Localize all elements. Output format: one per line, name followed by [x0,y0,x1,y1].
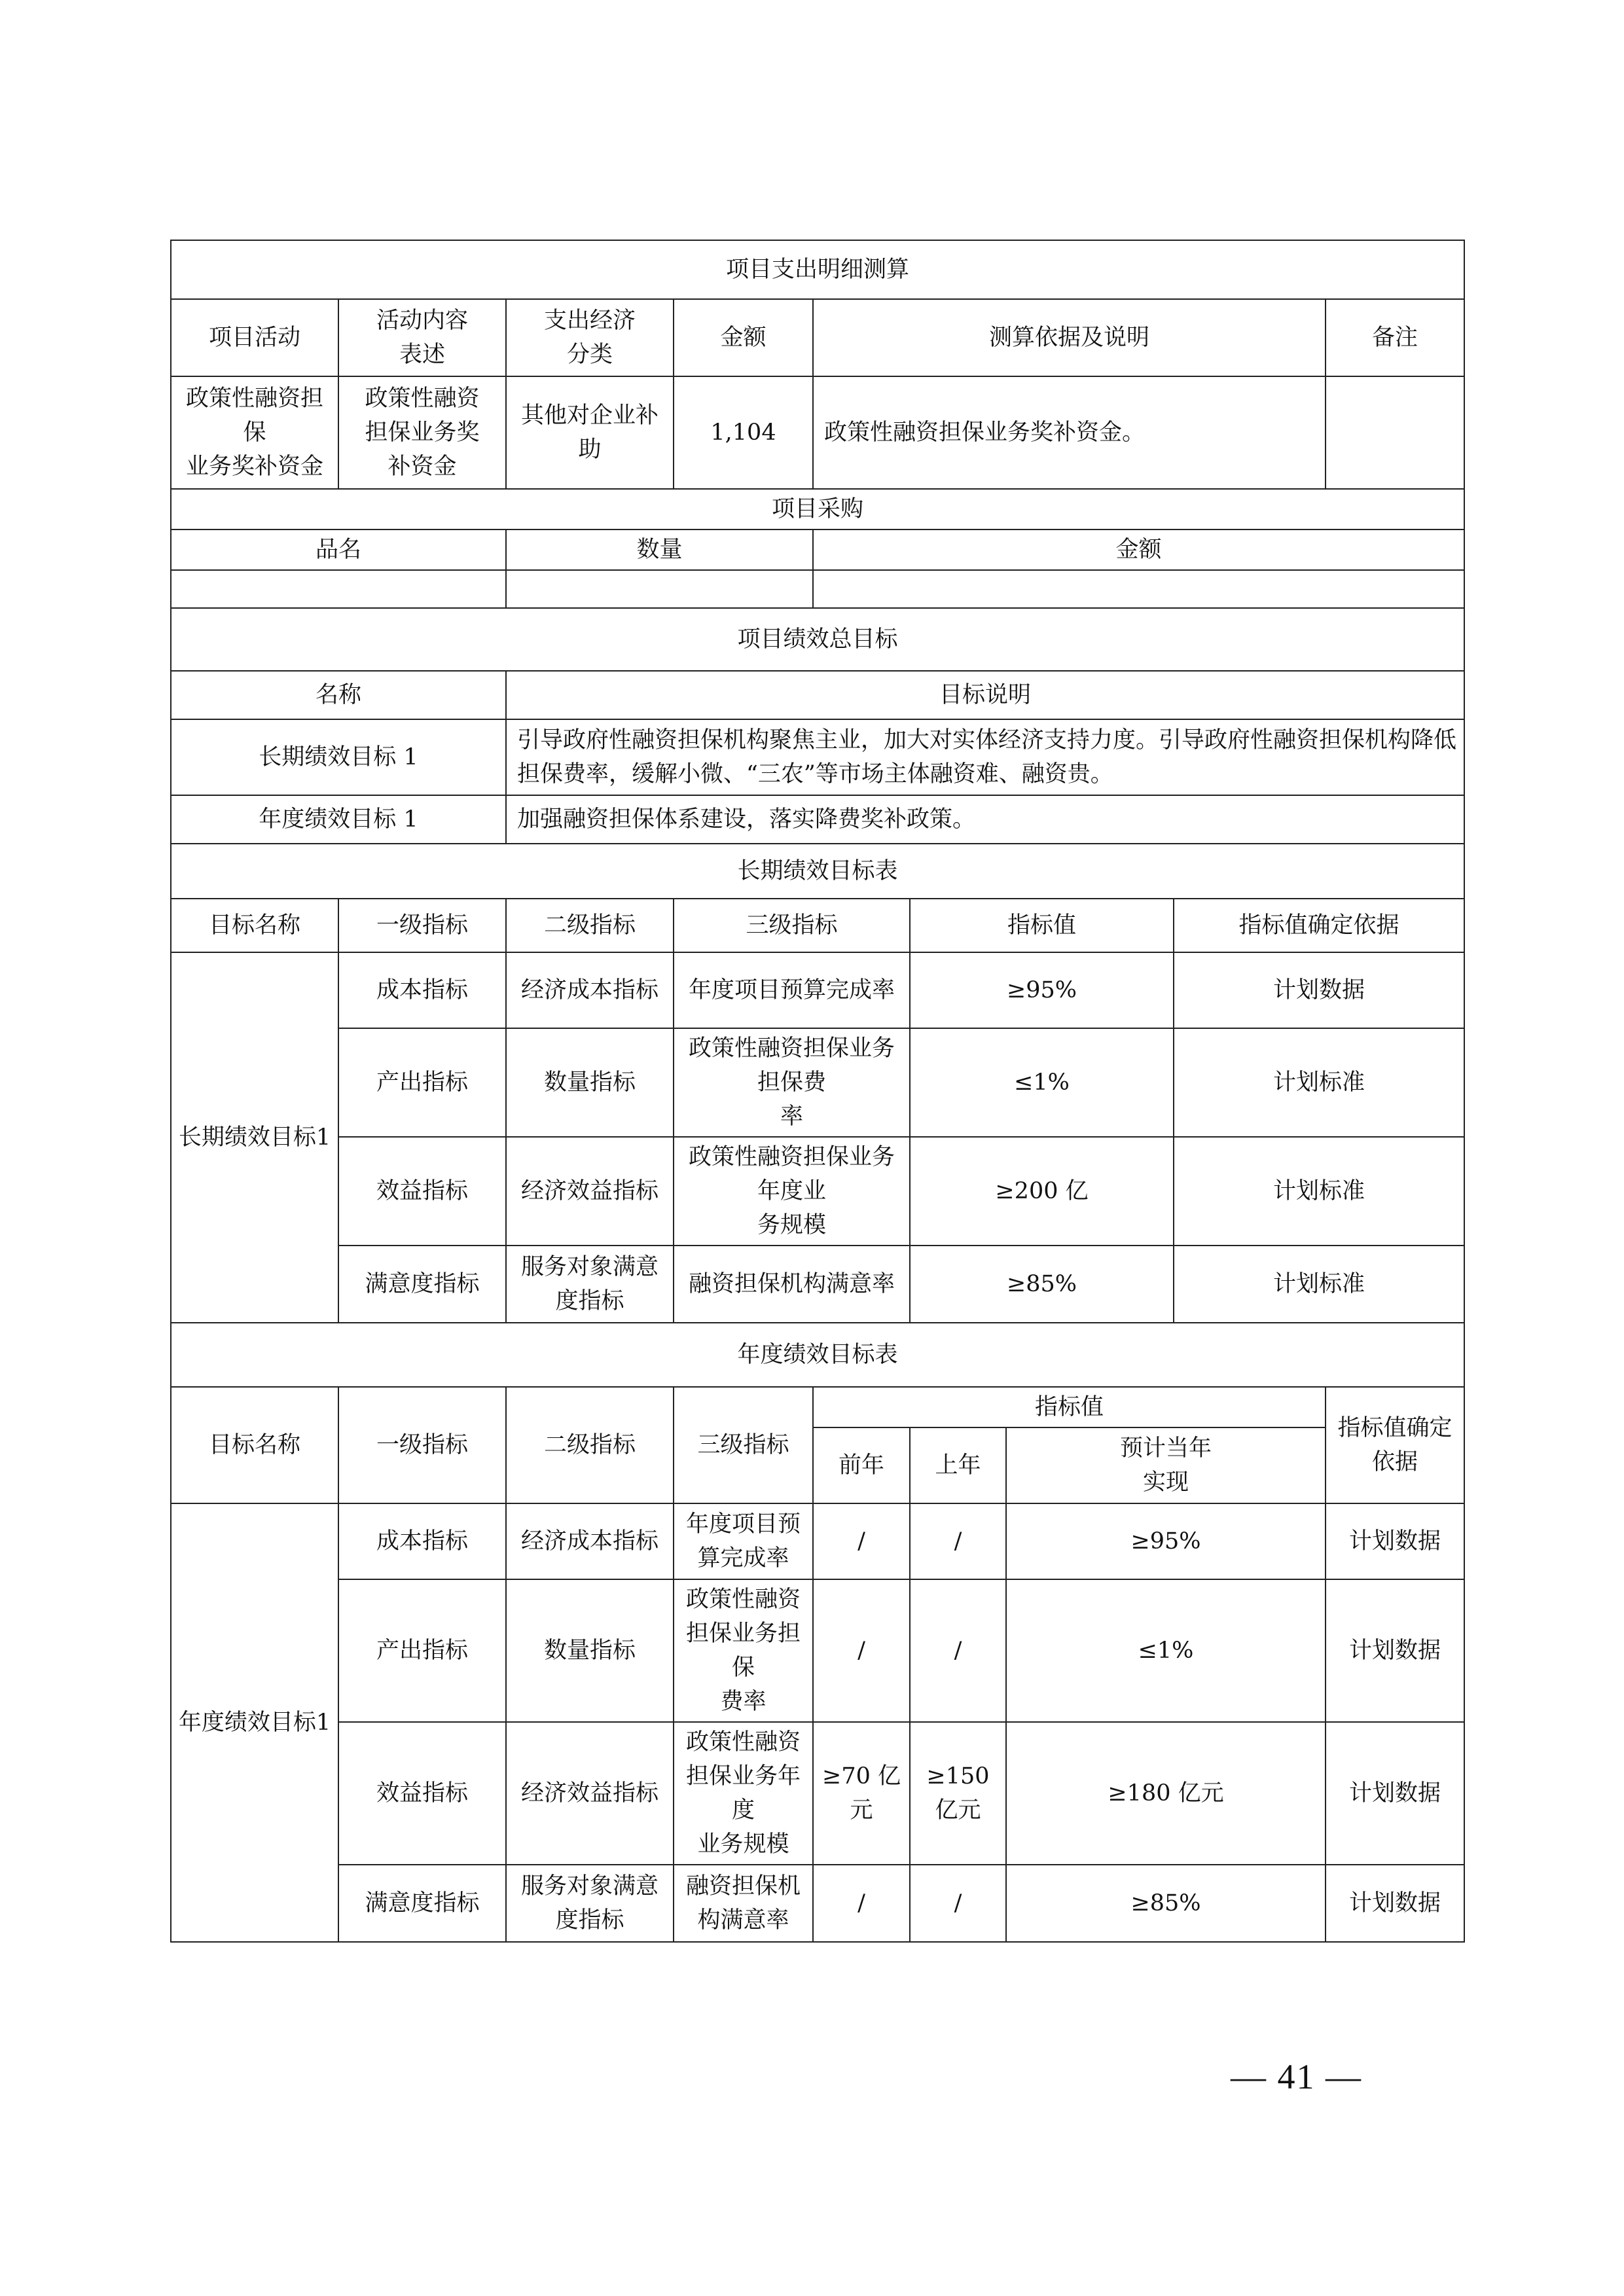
annual-header-level1: 一级指标 [338,1387,506,1503]
overall-row-desc: 引导政府性融资担保机构聚焦主业，加大对实体经济支持力度。引导政府性融资担保机构降低担保费率，缓解小微、“三农”等市场主体融资难、融资贵。 [506,719,1464,795]
longterm-cell-level2: 经济成本指标 [506,952,674,1028]
annual-cell-level2: 服务对象满意 度指标 [506,1865,674,1942]
annual-cell-level1: 产出指标 [338,1579,506,1722]
annual-cell-level1: 成本指标 [338,1503,506,1579]
expense-cell-content: 政策性融资 担保业务奖 补资金 [338,376,506,489]
procurement-section-title: 项目采购 [171,489,1464,529]
expense-header-basis: 测算依据及说明 [813,299,1326,376]
annual-cell-expected: ≤1% [1006,1579,1326,1722]
longterm-header-goal: 目标名称 [171,899,338,952]
procurement-cell-amount [813,570,1464,608]
annual-header-basis: 指标值确定 依据 [1326,1387,1464,1503]
expense-header-activity: 项目活动 [171,299,338,376]
expense-section-title: 项目支出明细测算 [171,240,1464,299]
annual-cell-basis: 计划数据 [1326,1579,1464,1722]
annual-cell-level2: 经济成本指标 [506,1503,674,1579]
longterm-header-level1: 一级指标 [338,899,506,952]
annual-header-goal: 目标名称 [171,1387,338,1503]
longterm-cell-basis: 计划标准 [1174,1246,1464,1323]
overall-row-name: 年度绩效目标 1 [171,795,506,844]
annual-header-level2: 二级指标 [506,1387,674,1503]
annual-cell-expected: ≥85% [1006,1865,1326,1942]
procurement-header-quantity: 数量 [506,529,813,570]
longterm-goal-name: 长期绩效目标1 [171,952,338,1323]
overall-header-desc: 目标说明 [506,671,1464,719]
page-number: — 41 — [1231,2057,1362,2096]
annual-cell-level1: 效益指标 [338,1722,506,1865]
expense-cell-amount: 1,104 [674,376,813,489]
annual-cell-basis: 计划数据 [1326,1865,1464,1942]
longterm-header-level3: 三级指标 [674,899,910,952]
longterm-cell-level3: 政策性融资担保业务担保费 率 [674,1028,910,1137]
longterm-cell-level2: 经济效益指标 [506,1137,674,1246]
longterm-cell-level3: 政策性融资担保业务年度业 务规模 [674,1137,910,1246]
longterm-cell-basis: 计划数据 [1174,952,1464,1028]
expense-header-amount: 金额 [674,299,813,376]
annual-cell-last-year: / [910,1503,1006,1579]
procurement-header-item: 品名 [171,529,506,570]
annual-cell-level2: 数量指标 [506,1579,674,1722]
longterm-header-value: 指标值 [910,899,1174,952]
longterm-cell-level1: 成本指标 [338,952,506,1028]
annual-cell-year-before-last: / [813,1865,910,1942]
annual-cell-level3: 融资担保机构满意率 [674,1865,813,1942]
budget-table [170,240,1465,1943]
overall-header-name: 名称 [171,671,506,719]
longterm-cell-level3: 年度项目预算完成率 [674,952,910,1028]
annual-cell-year-before-last: / [813,1579,910,1722]
expense-header-economic-class: 支出经济 分类 [506,299,674,376]
annual-cell-level3: 政策性融资担保业务年度 业务规模 [674,1722,813,1865]
longterm-cell-value: ≥85% [910,1246,1174,1323]
annual-cell-basis: 计划数据 [1326,1722,1464,1865]
longterm-cell-basis: 计划标准 [1174,1137,1464,1246]
overall-row-desc: 加强融资担保体系建设，落实降费奖补政策。 [506,795,1464,844]
annual-header-level3: 三级指标 [674,1387,813,1503]
longterm-header-basis: 指标值确定依据 [1174,899,1464,952]
annual-cell-year-before-last: / [813,1503,910,1579]
longterm-cell-level3: 融资担保机构满意率 [674,1246,910,1323]
procurement-cell-item [171,570,506,608]
expense-cell-economic-class: 其他对企业补 助 [506,376,674,489]
procurement-header-amount: 金额 [813,529,1464,570]
annual-cell-last-year: ≥150 亿元 [910,1722,1006,1865]
longterm-cell-value: ≤1% [910,1028,1174,1137]
longterm-cell-level1: 满意度指标 [338,1246,506,1323]
annual-subheader-year-before-last: 前年 [813,1427,910,1503]
annual-subheader-last-year: 上年 [910,1427,1006,1503]
longterm-cell-basis: 计划标准 [1174,1028,1464,1137]
annual-cell-level1: 满意度指标 [338,1865,506,1942]
longterm-cell-value: ≥95% [910,952,1174,1028]
overall-row-name: 长期绩效目标 1 [171,719,506,795]
expense-header-remarks: 备注 [1326,299,1464,376]
longterm-cell-level2: 服务对象满意 度指标 [506,1246,674,1323]
annual-subheader-expected: 预计当年 实现 [1006,1427,1326,1503]
annual-cell-last-year: / [910,1579,1006,1722]
annual-header-value: 指标值 [813,1387,1326,1427]
expense-cell-remarks [1326,376,1464,489]
expense-cell-activity: 政策性融资担保 业务奖补资金 [171,376,338,489]
annual-cell-expected: ≥95% [1006,1503,1326,1579]
longterm-cell-level2: 数量指标 [506,1028,674,1137]
annual-cell-level2: 经济效益指标 [506,1722,674,1865]
longterm-cell-value: ≥200 亿 [910,1137,1174,1246]
annual-cell-last-year: / [910,1865,1006,1942]
annual-cell-year-before-last: ≥70 亿 元 [813,1722,910,1865]
overall-section-title: 项目绩效总目标 [171,608,1464,671]
annual-goal-name: 年度绩效目标1 [171,1503,338,1942]
expense-header-content: 活动内容 表述 [338,299,506,376]
longterm-cell-level1: 效益指标 [338,1137,506,1246]
annual-cell-basis: 计划数据 [1326,1503,1464,1579]
annual-cell-level3: 政策性融资担保业务担保 费率 [674,1579,813,1722]
longterm-section-title: 长期绩效目标表 [171,844,1464,899]
annual-cell-expected: ≥180 亿元 [1006,1722,1326,1865]
longterm-cell-level1: 产出指标 [338,1028,506,1137]
procurement-cell-quantity [506,570,813,608]
longterm-header-level2: 二级指标 [506,899,674,952]
annual-cell-level3: 年度项目预算完成率 [674,1503,813,1579]
annual-section-title: 年度绩效目标表 [171,1323,1464,1387]
expense-cell-basis: 政策性融资担保业务奖补资金。 [813,376,1326,489]
